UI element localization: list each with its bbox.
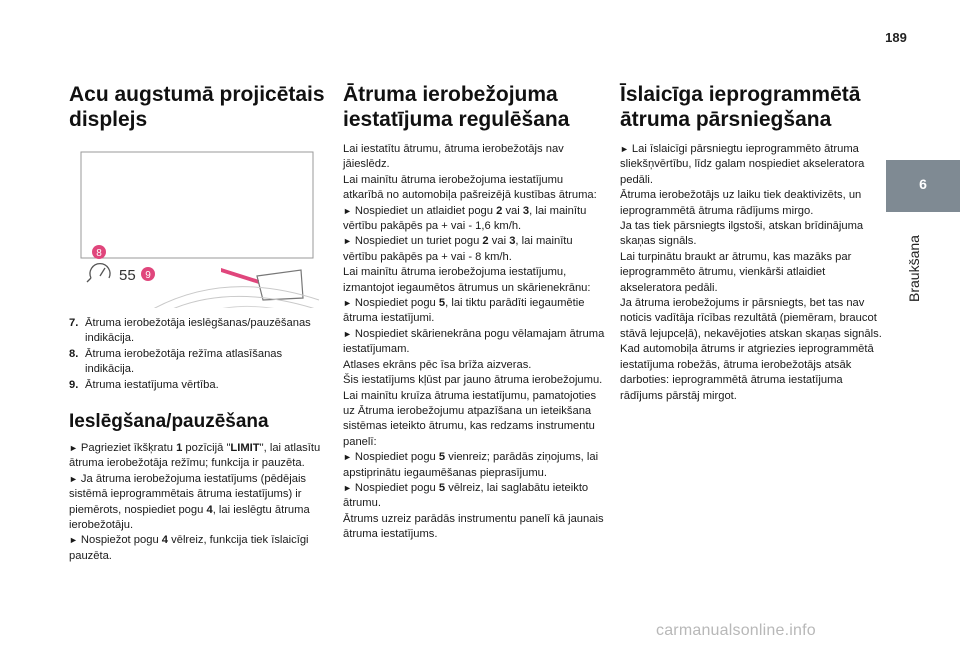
- arrow-icon: ►: [343, 236, 352, 247]
- paragraph: Lai mainītu ātruma ierobežojuma iestatījumu atkarībā no automobiļa pašreizējā kustības ātruma:: [343, 173, 597, 202]
- arrow-icon: ►: [69, 443, 78, 454]
- arrow-icon: ►: [620, 144, 629, 154]
- override-title: Īslaicīga ieprogrammētā ātruma pārsniegšana: [620, 83, 861, 131]
- list-item: 8. Ātruma ierobežotāja režīma atlasīšanas indikācija.: [69, 347, 283, 376]
- hud-projector-screen: [257, 270, 303, 300]
- adjustment-title: Ātruma ierobežojuma iestatījuma regulēšana: [343, 83, 570, 131]
- chapter-title: Braukšana: [906, 235, 922, 302]
- hud-speed-value: 55: [119, 267, 136, 284]
- column-adjustment: [343, 82, 605, 543]
- page-number: 189: [885, 30, 907, 45]
- arrow-icon: ►: [343, 482, 352, 493]
- section-title-enable: Ieslēgšana/pauzēšana: [69, 411, 269, 433]
- column-hud: [69, 82, 331, 564]
- paragraph: Ja tas tiek pārsniegts ilgstoši, atskan brīdinājuma skaņas signāls.: [620, 220, 864, 248]
- paragraph: Šis iestatījums kļūst par jauno ātruma ierobežojumu.: [343, 374, 603, 387]
- list-item: 9. Ātruma iestatījuma vērtība.: [69, 378, 219, 391]
- paragraph: Ja ātruma ierobežojums ir pārsniegts, bet tas nav noticis vadītāja rīcības rezultātā (piemēram, braucot stāvā lejupceļā), nekavējoties atskan skaņas signāls.: [620, 297, 882, 340]
- paragraph: ► Nospiediet un atlaidiet pogu 2 vai 3, lai mainītu vērtību pakāpēs pa + vai - 1,6 km/h.: [343, 204, 587, 233]
- paragraph: ► Nospiediet pogu 5 vienreiz; parādās ziņojums, lai apstiprinātu iegaumēšanas pieprasījumu.: [343, 451, 599, 479]
- hud-figure: [69, 150, 331, 308]
- windshield-frame: [81, 152, 313, 258]
- paragraph: Lai iestatītu ātrumu, ātruma ierobežotājs nav jāieslēdz.: [343, 143, 564, 171]
- dashboard-curve-3: [159, 306, 319, 308]
- paragraph: Atlases ekrāns pēc īsa brīža aizveras.: [343, 358, 532, 371]
- hud-legend-list: [69, 316, 331, 393]
- paragraph: ► Lai īslaicīgi pārsniegtu ieprogrammēto ātruma sliekšņvērtību, līdz galam nospiediet akseleratora pedāli.: [620, 143, 865, 186]
- callout-9-label: 9: [145, 270, 151, 281]
- gauge-icon: [87, 264, 110, 282]
- paragraph: Lai mainītu kruīza ātruma iestatījumu, pamatojoties uz Ātruma ierobežojumu atpazīšana un ieteikšana sistēmas ieteikto ātrumu, kas redzams instrumentu panelī:: [343, 389, 597, 448]
- paragraph: Lai turpinātu braukt ar ātrumu, kas mazāks par ieprogrammēto ātrumu, vienkārši atlaidiet akseleratora pedāli.: [620, 250, 852, 294]
- paragraph: Lai mainītu ātruma ierobežojuma iestatījumu, izmantojot iegaumētos ātrumus un skārienekrānu:: [343, 266, 591, 294]
- hud-illustration: [69, 150, 331, 308]
- paragraph: Ātrums uzreiz parādās instrumentu panelī kā jaunais ātruma iestatījums.: [343, 512, 604, 541]
- paragraph: ► Nospiežot pogu 4 vēlreiz, funkcija tiek īslaicīgi pauzēta.: [69, 534, 309, 562]
- arrow-icon: ►: [343, 452, 352, 463]
- projection-beam: [221, 268, 259, 284]
- paragraph: ► Nospiediet pogu 5 vēlreiz, lai saglabātu ieteikto ātrumu.: [343, 481, 589, 510]
- paragraph: ► Nospiediet skārienekrāna pogu vēlamajam ātruma iestatījumam.: [343, 327, 605, 356]
- paragraph: ► Nospiediet un turiet pogu 2 vai 3, lai mainītu vērtību pakāpēs pa + vai - 8 km/h.: [343, 235, 573, 263]
- column-override: [620, 82, 882, 404]
- list-item: 7. Ātruma ierobežotāja ieslēgšanas/pauzēšanas indikācija.: [69, 317, 311, 345]
- paragraph: Kad automobiļa ātrums ir atgriezies ieprogrammētā iestatījuma robežās, ātruma ierobežotājs atsāk darboties: ieprogrammētā ātruma iestatījuma rādījums pārstāj mirgot.: [620, 343, 874, 402]
- paragraph: Ātruma ierobežotājs uz laiku tiek deaktivizēts, un ieprogrammētā ātruma rādījums mirgo.: [620, 189, 862, 217]
- arrow-icon: ►: [343, 328, 352, 339]
- dashboard-curve-1: [109, 287, 319, 308]
- chapter-number: 6: [919, 176, 927, 192]
- chapter-tab[interactable]: [886, 160, 960, 212]
- arrow-icon: ►: [69, 473, 78, 484]
- arrow-icon: ►: [343, 298, 352, 309]
- hud-title: Acu augstumā projicētais displejs: [69, 83, 325, 131]
- arrow-icon: ►: [343, 205, 352, 216]
- paragraph: ► Ja ātruma ierobežojuma iestatījums (pēdējais sistēmā ieprogrammētais ātruma iestatījums) ir piemērots, nospiediet pogu 4, lai ieslēgtu ātruma ierobežotāju.: [69, 472, 310, 532]
- callout-8-label: 8: [96, 248, 102, 259]
- paragraph: ► Pagrieziet īkšķratu 1 pozīcijā "LIMIT", lai atlasītu ātruma ierobežotāja režīmu; funkcija ir pauzēta.: [69, 442, 321, 470]
- watermark: carmanualsonline.info: [656, 622, 816, 639]
- paragraph: ► Nospiediet pogu 5, lai tiktu parādīti iegaumētie ātruma iestatījumi.: [343, 297, 585, 325]
- arrow-icon: ►: [69, 535, 78, 546]
